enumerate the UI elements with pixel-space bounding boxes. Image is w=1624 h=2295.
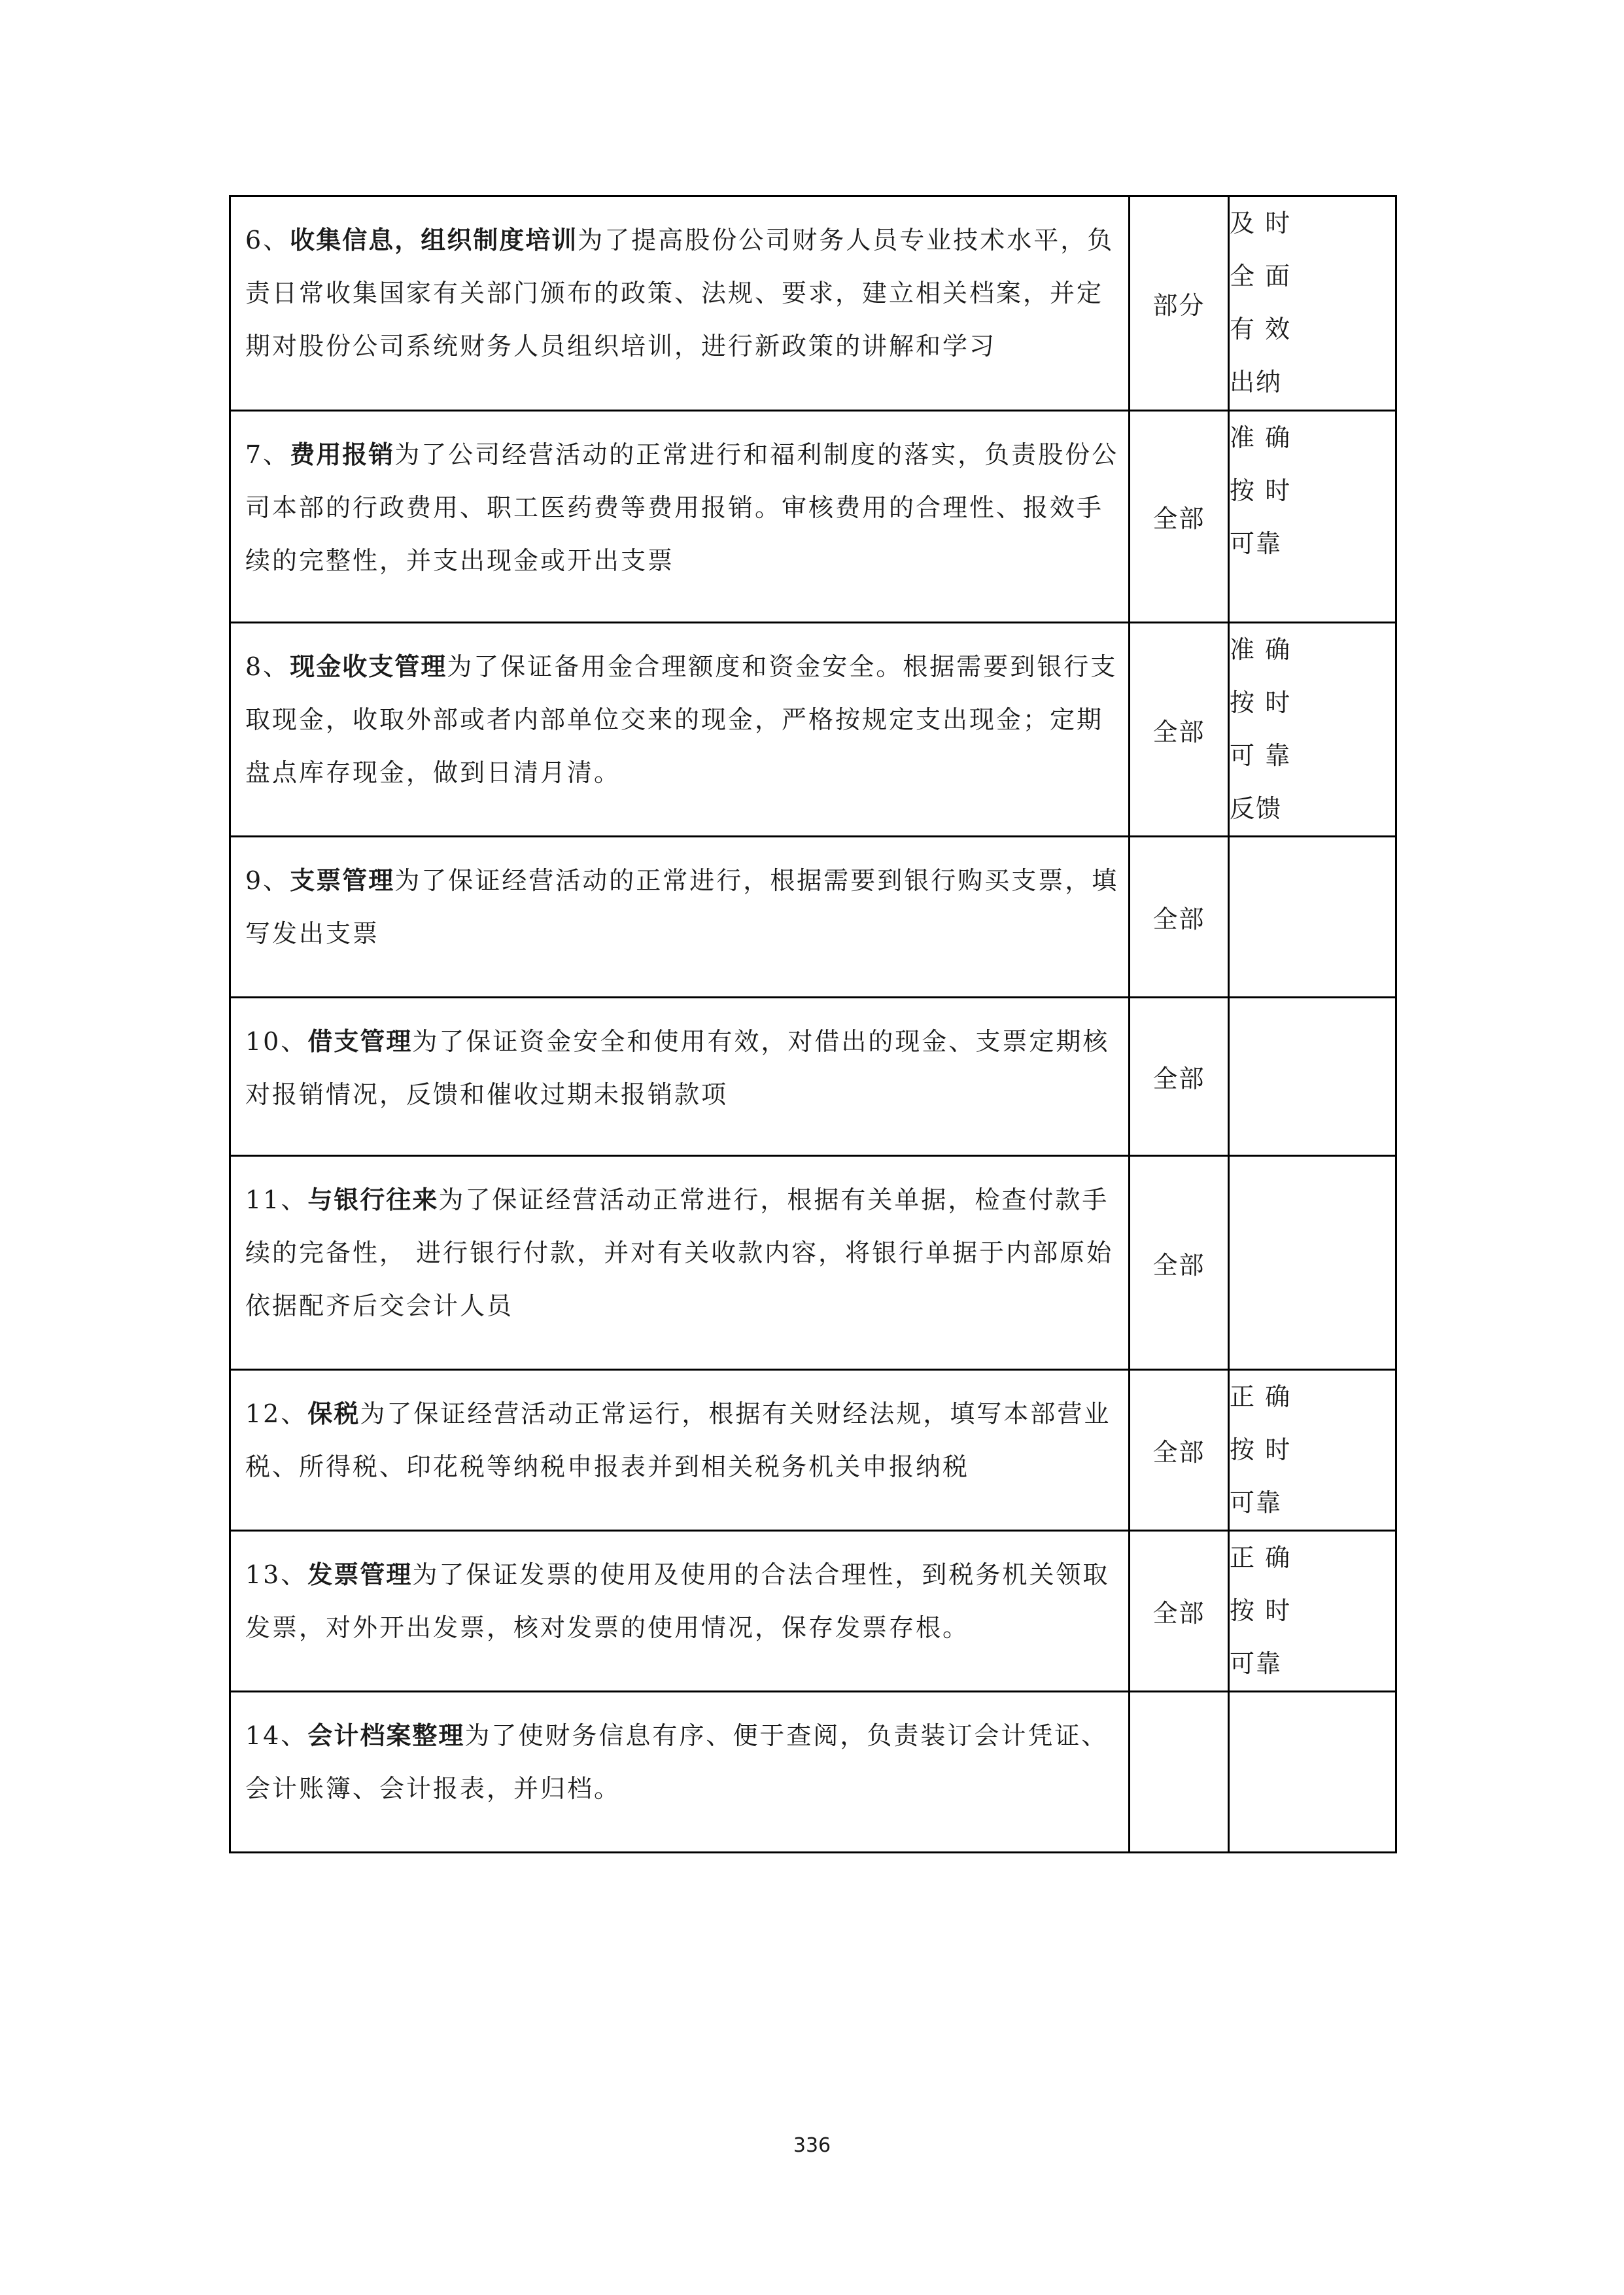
duty-text: 为了保证发票的使用及使用的合法合理性，到税务机关领取发票，对外开出发票，核对发票的使用情况，保存发票存根。 xyxy=(245,1560,1110,1642)
standard-line: 可 靠 xyxy=(1230,741,1292,770)
duty-description-cell xyxy=(230,411,1130,623)
standard-line: 可靠 xyxy=(1230,1488,1283,1517)
standard-line: 按 时 xyxy=(1230,1596,1292,1625)
duty-number: 11、 xyxy=(245,1185,308,1214)
standard-line: 可靠 xyxy=(1230,529,1283,558)
duty-title: 支票管理 xyxy=(290,866,395,895)
scope-cell: 部分 xyxy=(1130,196,1229,411)
standard-line: 正 确 xyxy=(1230,1382,1292,1411)
standard-line: 准 确 xyxy=(1230,423,1292,452)
standard-cell xyxy=(1229,998,1396,1156)
standard-line: 按 时 xyxy=(1230,688,1292,717)
standard-line: 准 确 xyxy=(1230,635,1292,664)
scope-cell: 全部 xyxy=(1130,623,1229,837)
table-row xyxy=(230,1370,1396,1531)
duty-description-cell xyxy=(230,837,1130,998)
duty-description-cell xyxy=(230,1692,1130,1853)
duty-text: 为了保证资金安全和使用有效，对借出的现金、支票定期核对报销情况，反馈和催收过期未报销款项 xyxy=(245,1027,1110,1109)
standard-cell xyxy=(1229,1370,1396,1531)
table-row xyxy=(230,837,1396,998)
duty-number: 13、 xyxy=(245,1560,308,1589)
standard-cell xyxy=(1229,1692,1396,1853)
scope-cell: 全部 xyxy=(1130,1531,1229,1692)
table-row xyxy=(230,1531,1396,1692)
standard-line: 出纳 xyxy=(1230,368,1283,396)
duty-description-cell xyxy=(230,998,1130,1156)
scope-cell: 全部 xyxy=(1130,1156,1229,1370)
duty-number: 10、 xyxy=(245,1027,308,1056)
duty-number: 12、 xyxy=(245,1399,308,1428)
duty-number: 14、 xyxy=(245,1721,308,1750)
standard-cell xyxy=(1229,1531,1396,1692)
duty-number: 8、 xyxy=(245,652,290,681)
scope-cell xyxy=(1130,1692,1229,1853)
duty-title: 保税 xyxy=(307,1399,360,1428)
duties-table xyxy=(229,195,1397,1853)
duty-text: 为了保证经营活动的正常进行，根据需要到银行购买支票，填写发出支票 xyxy=(245,866,1119,948)
standard-line: 可靠 xyxy=(1230,1649,1283,1678)
duty-description-cell xyxy=(230,1531,1130,1692)
duty-text: 为了使财务信息有序、便于查阅，负责装订会计凭证、会计账簿、会计报表，并归档。 xyxy=(245,1721,1109,1803)
duty-title: 借支管理 xyxy=(307,1027,413,1056)
standard-line: 正 确 xyxy=(1230,1543,1292,1572)
duty-title: 与银行往来 xyxy=(307,1185,439,1214)
duty-number: 6、 xyxy=(245,226,290,254)
table-row xyxy=(230,196,1396,411)
table-row xyxy=(230,1156,1396,1370)
standard-line: 有 效 xyxy=(1230,315,1292,343)
standard-line: 按 时 xyxy=(1230,1435,1292,1464)
table-row xyxy=(230,411,1396,623)
standard-line: 全 面 xyxy=(1230,262,1292,290)
duty-title: 费用报销 xyxy=(290,440,395,469)
scope-cell: 全部 xyxy=(1130,837,1229,998)
duty-number: 9、 xyxy=(245,866,290,895)
standard-cell xyxy=(1229,196,1396,411)
duty-title: 会计档案整理 xyxy=(307,1721,465,1750)
standard-line: 按 时 xyxy=(1230,476,1292,505)
standard-line: 及 时 xyxy=(1230,209,1292,237)
scope-cell: 全部 xyxy=(1130,411,1229,623)
duty-title: 收集信息，组织制度培训 xyxy=(290,226,578,254)
duty-text: 为了提高股份公司财务人员专业技术水平，负责日常收集国家有关部门颁布的政策、法规、要求，建立相关档案，并定期对股份公司系统财务人员组织培训，进行新政策的讲解和学习 xyxy=(245,226,1114,360)
duty-title: 发票管理 xyxy=(307,1560,413,1589)
table-row xyxy=(230,623,1396,837)
page-number: 336 xyxy=(793,2134,831,2157)
duty-text: 为了公司经营活动的正常进行和福利制度的落实，负责股份公司本部的行政费用、职工医药费等费用报销。审核费用的合理性、报效手续的完整性，并支出现金或开出支票 xyxy=(245,440,1119,575)
scope-cell: 全部 xyxy=(1130,1370,1229,1531)
standard-cell xyxy=(1229,1156,1396,1370)
standard-cell xyxy=(1229,411,1396,623)
duty-description-cell xyxy=(230,1370,1130,1531)
table-row xyxy=(230,1692,1396,1853)
duty-description-cell xyxy=(230,1156,1130,1370)
duty-description-cell xyxy=(230,196,1130,411)
standard-cell xyxy=(1229,837,1396,998)
duty-text: 为了保证经营活动正常运行，根据有关财经法规，填写本部营业税、所得税、印花税等纳税申报表并到相关税务机关申报纳税 xyxy=(245,1399,1111,1481)
duty-title: 现金收支管理 xyxy=(290,652,447,681)
duty-number: 7、 xyxy=(245,440,290,469)
duty-text: 为了保证经营活动正常进行，根据有关单据，检查付款手续的完备性， 进行银行付款，并对有关收款内容，将银行单据于内部原始依据配齐后交会计人员 xyxy=(245,1185,1114,1320)
duty-description-cell xyxy=(230,623,1130,837)
scope-cell: 全部 xyxy=(1130,998,1229,1156)
standard-cell xyxy=(1229,623,1396,837)
standard-line: 反馈 xyxy=(1230,794,1283,823)
duty-text: 为了保证备用金合理额度和资金安全。根据需要到银行支取现金，收取外部或者内部单位交来的现金，严格按规定支出现金；定期盘点库存现金，做到日清月清。 xyxy=(245,652,1118,787)
table-row xyxy=(230,998,1396,1156)
